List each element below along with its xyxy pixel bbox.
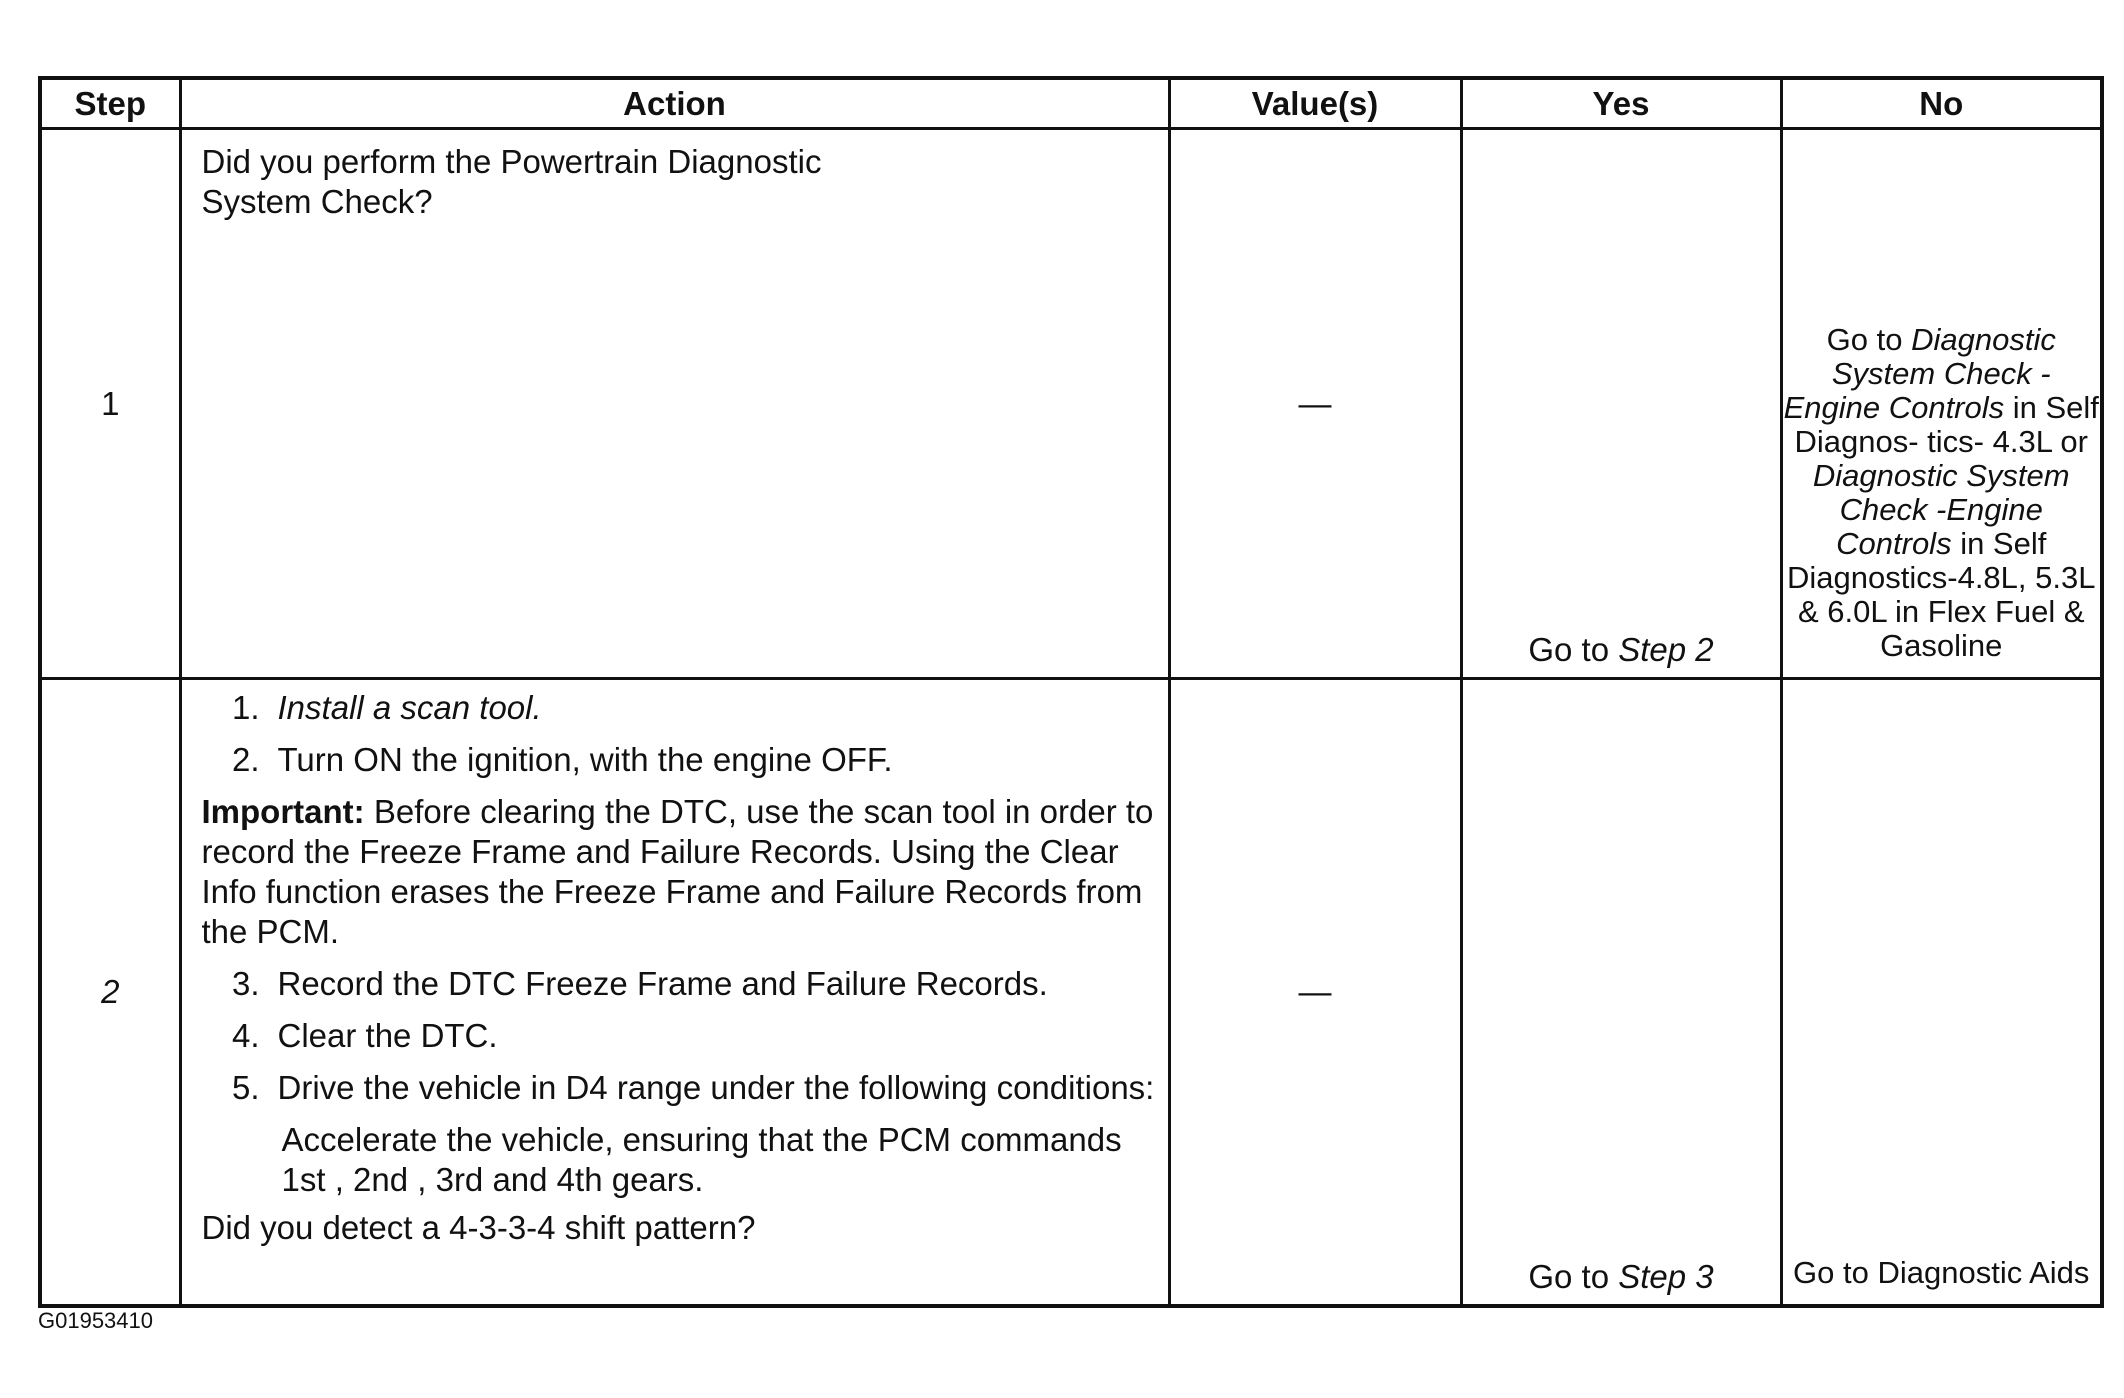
list-number: 4. — [231, 1017, 260, 1054]
list-item — [202, 964, 1158, 1004]
table-row — [40, 129, 2102, 679]
no-link-engine-controls-4-8l[interactable]: Diagnostic System Check -Engine Controls — [1812, 458, 2070, 561]
important-text: Before clearing the DTC, use the scan tool in order to record the Freeze Frame and Failure Records. Using the Clear Info function erases the Freeze Frame and Failure Records from the PCM. — [201, 793, 1154, 950]
header-yes: Yes — [1461, 78, 1781, 129]
yes-step-link[interactable]: Step 2 — [1618, 631, 1714, 668]
important-note — [202, 792, 1158, 952]
header-values: Value(s) — [1169, 78, 1461, 129]
list-item — [202, 1068, 1158, 1108]
no-text: in Self Diagnos- tics- 4.3L or — [1794, 390, 2099, 459]
yes-cell — [1461, 679, 1781, 1307]
step-number: 1 — [40, 129, 180, 679]
list-item — [202, 688, 1158, 728]
no-link-engine-controls-4-3l[interactable]: Diagnostic System Check - Engine Controls — [1783, 322, 2056, 425]
no-text: in Self Diagnostics-4.8L, 5.3L & 6.0L in Flex Fuel & Gasoline — [1787, 526, 2096, 663]
header-action: Action — [180, 78, 1169, 129]
list-item — [202, 1016, 1158, 1056]
step-number: 2 — [40, 679, 180, 1307]
question-text: Did you detect a 4-3-3-4 shift pattern? — [201, 1209, 756, 1246]
list-text: Install a scan tool. — [277, 689, 542, 726]
list-number: 1. — [231, 689, 260, 726]
important-label: Important: — [201, 793, 365, 830]
header-step: Step — [40, 78, 180, 129]
action-cell — [180, 129, 1169, 679]
list-text: Clear the DTC. — [277, 1017, 498, 1054]
list-text: Drive the vehicle in D4 range under the following conditions: — [277, 1069, 1155, 1106]
list-number: 3. — [231, 965, 260, 1002]
no-diagnostic-aids-link[interactable]: Go to Diagnostic Aids — [1793, 1255, 2090, 1290]
header-no: No — [1781, 78, 2102, 129]
list-number: 2. — [231, 741, 260, 778]
action-text: System Check? — [201, 183, 433, 220]
action-text: Did you perform the Powertrain Diagnostic — [201, 143, 822, 180]
condition-text: Accelerate the vehicle, ensuring that the PCM commands 1st , 2nd , 3rd and 4th gears. — [281, 1121, 1122, 1198]
yes-prefix: Go to — [1528, 1258, 1619, 1295]
list-number: 5. — [231, 1069, 260, 1106]
yes-step-link[interactable]: Step 3 — [1618, 1258, 1714, 1295]
list-item — [202, 740, 1158, 780]
header-row — [40, 78, 2102, 129]
yes-cell — [1461, 129, 1781, 679]
list-text: Turn ON the ignition, with the engine OFF. — [277, 741, 893, 778]
no-prefix: Go to — [1826, 322, 1912, 357]
no-cell — [1781, 129, 2102, 679]
value-cell: — — [1169, 129, 1461, 679]
value-cell: — — [1169, 679, 1461, 1307]
diagnostic-table — [38, 76, 2104, 1308]
yes-prefix: Go to — [1528, 631, 1619, 668]
action-cell — [180, 679, 1169, 1307]
figure-code: G01953410 — [38, 1308, 153, 1333]
no-cell — [1781, 679, 2102, 1307]
table-row — [40, 679, 2102, 1307]
list-text: Record the DTC Freeze Frame and Failure Records. — [277, 965, 1048, 1002]
